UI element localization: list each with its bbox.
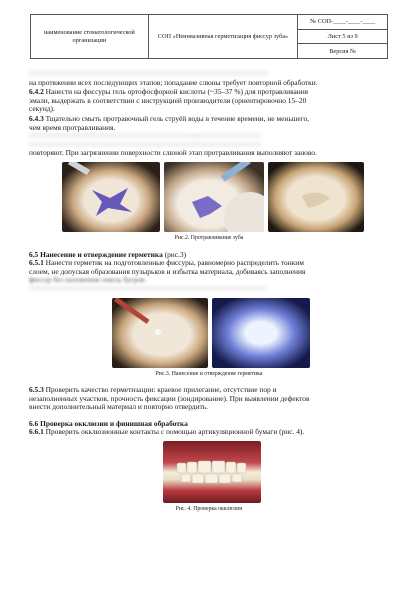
figure-2-caption: Рис.2. Протравливание зуба: [174, 234, 244, 241]
blurred-text: ~~~~~~~~~~~~~~~~~~~~~~~~~~~~~~~~~~~~~~~~~~~~~~~~~~~~~~~~~~: [29, 132, 261, 141]
sop-title: СОП «Неинвазивная герметизация фиссур зуба»: [148, 15, 298, 59]
paragraph-line: секунд).: [29, 105, 55, 114]
paragraph-line: слоем, не допуская образования пузырьков и избытка материала, добиваясь заполнения: [29, 267, 306, 276]
paragraph-text: Проверить качество герметизации: краевое прилегание, отсутствие пор и: [43, 386, 277, 395]
section-number: 6.4.2: [29, 88, 44, 97]
version-number: Версия №: [298, 44, 388, 59]
header-table: [30, 14, 388, 59]
document-body: [29, 70, 389, 514]
tooth-etch-photo-1: [62, 162, 160, 232]
figure-4-images: [163, 441, 389, 503]
heading-ref: (рис.3): [162, 250, 187, 259]
figure-2-images: [62, 162, 389, 232]
paragraph-line: повторяют. При загрязнении поверхности слюной этап протравливания выполняют заново.: [29, 149, 317, 158]
paragraph-6-4-3: [29, 115, 389, 124]
heading-text: 6.5 Нанесение и отверждение герметика: [29, 250, 163, 259]
figure-4-caption: Рис. 4. Проверка окклюзии: [175, 506, 243, 513]
paragraph-6-6-1: [29, 428, 389, 437]
paragraph-6-5-1: [29, 259, 389, 268]
section-6-5-heading: [29, 251, 389, 260]
section-number: 6.5.3: [29, 386, 44, 395]
section-number: 6.6.1: [29, 428, 44, 437]
paragraph-line: чем время протравливания.: [29, 123, 116, 132]
sheet-number: Лист 5 из 9: [298, 29, 388, 44]
sealant-apply-photo: [112, 298, 208, 368]
blurred-text: ~~~~~~~~~~~~~~~~~~~~~~~~~~~~~~~~~~~~~~~~~~~~~~~~~~~~~~~~~~: [29, 140, 261, 149]
tooth-etch-photo-2: [164, 162, 264, 232]
paragraph-line: фиссур без наложения сквозь бугров.: [29, 276, 147, 285]
paragraph-line: незаполненных участков, прочность фиксации (зондирование). При выявлении дефектов: [29, 394, 310, 403]
figure-3-images: [112, 298, 389, 368]
org-name: наименование стоматологической организации: [31, 15, 149, 59]
figure-3-caption: Рис.3. Нанесение и отверждение герметика: [155, 370, 263, 377]
section-number: 6.5.1: [29, 259, 44, 268]
sop-number: № СОП-____-____-____: [298, 15, 388, 30]
paragraph-line: эмали, выдержать в соответствии с инструкцией производителя (ориентировочно 15–20: [29, 96, 307, 105]
paragraph-line: внести дополнительный материал и повторно отвердить.: [29, 403, 208, 412]
section-6-6-heading: 6.6 Проверка окклюзии и финишная обработка: [29, 419, 188, 428]
blurred-text: ~~~~~~~~~~~~~~~~~~~~~~~~~~~~~~~~~~~~~~~~~~~~~~~~~~~~~~~~~~~: [29, 284, 265, 293]
paragraph-text: Нанести герметик на подготовленные фиссуры, равномерно распределить тонким: [43, 259, 304, 268]
paragraph-text: Нанести на фиссуры гель ортофосфорной кислоты (~35–37 %) для протравливания: [43, 88, 309, 97]
blurred-text: ~~~~~~~~~~~~~~~~~~~~~~~~~~~~~~~~~~~~~~~~~~~~~~~~~~~~~~~~~~~~: [29, 70, 269, 78]
occlusion-check-photo: [163, 441, 261, 503]
paragraph-6-4-2: [29, 88, 389, 97]
paragraph-text: Проверить окклюзионные контакты с помощью артикуляционной бумаги (рис. 4).: [43, 428, 305, 437]
paragraph-text: Тщательно смыть протравочный гель струёй воды в течение времени, не меньшего,: [43, 114, 310, 123]
paragraph-6-5-3: [29, 386, 389, 395]
section-number: 6.4.3: [29, 114, 44, 123]
sealant-cure-photo: [212, 298, 310, 368]
paragraph-line: на протяжении всех последующих этапов; попадание слюны требует повторной обработки.: [29, 78, 318, 87]
tooth-etch-photo-3: [268, 162, 364, 232]
